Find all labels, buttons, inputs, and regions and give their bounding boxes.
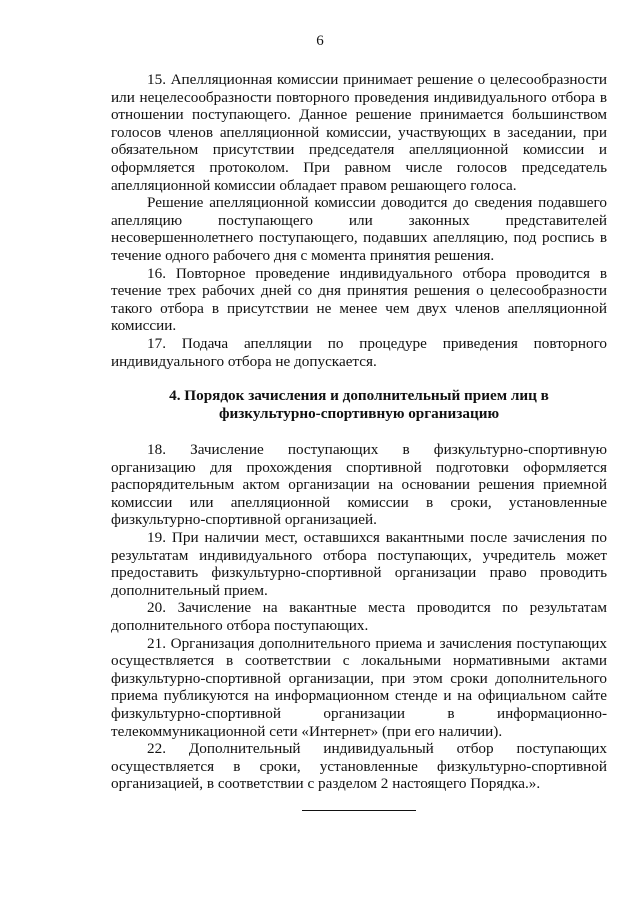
section-heading: 4. Порядок зачисления и дополнительный прием лиц в физкультурно-спортивную организацию [169,387,549,423]
paragraph-19: 19. При наличии мест, оставшихся вакантными после зачисления по результатам индивидуального отбора поступающих, учредитель может предоставить физкультурно-спортивной организации право проводить дополнительный прием. [111,529,607,599]
end-divider-line [302,810,416,811]
paragraph-17: 17. Подача апелляции по процедуре приведения повторного индивидуального отбора не допускается. [111,334,607,370]
paragraph-20: 20. Зачисление на вакантные места проводится по результатам дополнительного отбора поступающих. [111,599,607,635]
paragraph-15: 15. Апелляционная комиссии принимает решение о целесообразности или нецелесообразности повторного проведения индивидуального отбора в отношении поступающего. Данное решение принимается большинством голосов членов апелляционной комиссии, участвующих в заседании, при обязательном присутствии председателя апелляционной комиссии и оформляется протоколом. При равном числе голосов председатель апелляционной комиссии обладает правом решающего голоса. [111,71,607,194]
paragraph-18: 18. Зачисление поступающих в физкультурно-спортивную организацию для прохождения спортивной подготовки оформляется распорядительным актом организации на основании решения приемной комиссии или апелляционной комиссии в сроки, установленные физкультурно-спортивной организацией. [111,441,607,529]
paragraph-21: 21. Организация дополнительного приема и зачисления поступающих осуществляется в соответствии с локальными нормативными актами физкультурно-спортивной организации, при этом сроки дополнительного приема публикуются на информационном стенде и на официальном сайте физкультурно-спортивной организации в информационно-телекоммуникационной сети «Интернет» (при его наличии). [111,634,607,740]
paragraph-22: 22. Дополнительный индивидуальный отбор поступающих осуществляется в сроки, установленные физкультурно-спортивной организацией, в соответствии с разделом 2 настоящего Порядка.». [111,740,607,793]
page-number: 6 [316,33,324,49]
paragraph-appeal-decision: Решение апелляционной комиссии доводится до сведения подавшего апелляцию поступающего или законных представителей несовершеннолетнего поступающего, подавших апелляцию, под роспись в течение одного рабочего дня с момента принятия решения. [111,194,607,264]
document-body [111,71,607,793]
paragraph-16: 16. Повторное проведение индивидуального отбора проводится в течение трех рабочих дней со дня принятия решения о целесообразности такого отбора в присутствии не менее чем двух членов апелляционной комиссии. [111,264,607,335]
